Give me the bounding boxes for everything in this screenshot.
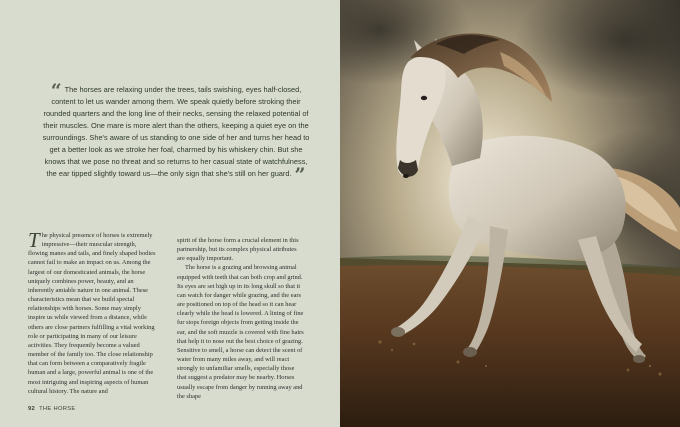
page-number: 92	[28, 406, 36, 412]
body-column-2-paragraph-1: spirit of the horse form a crucial element in this partnership, but its complex physical attributes are equally important.	[177, 237, 299, 263]
horse-photo	[340, 0, 680, 427]
body-column-2	[177, 236, 305, 401]
drop-cap: T	[28, 228, 40, 252]
body-column-2-paragraph-2: The horse is a grazing and browsing animal equipped with teeth that can both crop and grind. Its eyes are set high up in its long skull so that it can watch for danger while grazing, and the ears are positioned on top of the head so it can hear clearly while the head is lowered. A lining of fine fur stops foreign objects from getting inside the ear, and the soft muzzle is covered with fine hairs that help it to nose out the best choice of grazing. Sensitive to smell, a horse can detect the scent of water from many miles away, and will react strongly to unfamiliar smells, especially those that suggest a predator may be nearby. Horses usually escape from danger by running away and the shape	[177, 264, 304, 400]
body-column-1	[28, 228, 156, 396]
running-head: THE HORSE	[39, 406, 76, 412]
body-column-1-text: he physical presence of horses is extremely impressive—their muscular strength, flowing manes and tails, and finely shaped bodies cannot fail to make an impact on us. Among the largest of our domesticated animals, the horse uniquely combines power, beauty, and an inherently amiable nature in one animal. These characteristics mean that we build special relationships with horses. Some may simply inspire us while viewed from a distance, while others are close partners fulfilling a vital working role or participating in many of our leisure activities. They frequently become a valued member of the family too. The close relationship that can form between a comparatively fragile human and a large, powerful animal is one of the most intriguing and inspiring aspects of human cultural history. The nature and	[28, 232, 156, 395]
pull-quote-text: The horses are relaxing under the trees, tails swishing, eyes half-closed, content to let us wander among them. We speak quietly before stroking their rounded quarters and the long line of their necks, sensing the relaxed potential of their muscles. One mare is more alert than the others, keeping a quiet eye on the surroundings. She's aware of us standing to one side of her and turns her head to get a better look as we stroke her foal, charmed by his whiskery chin. But she knows that we pose no threat and so returns to her casual state of watchfulness, the ear tipped slightly toward us—the only sign that she's still on her guard.	[42, 85, 310, 178]
open-quote-mark: “	[50, 80, 62, 102]
close-quote-mark: ”	[294, 164, 306, 186]
pull-quote	[40, 80, 312, 186]
folio	[28, 406, 76, 412]
photo-page	[340, 0, 680, 427]
